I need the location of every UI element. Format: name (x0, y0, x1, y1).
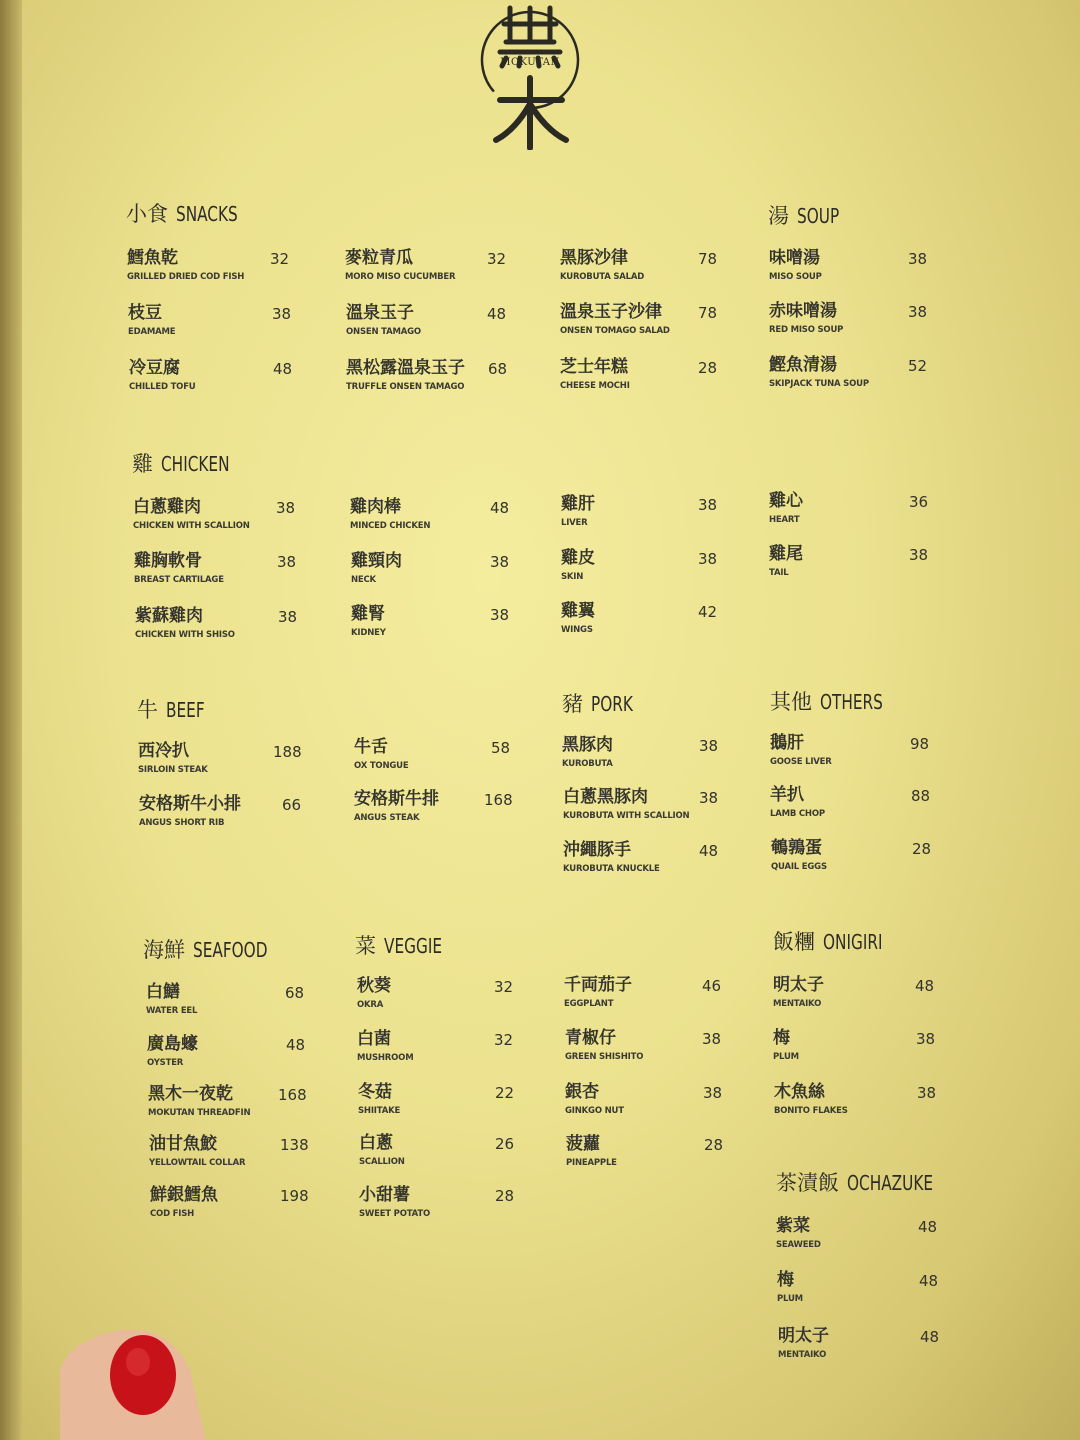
section-title-chicken: 雞 CHICKEN (132, 452, 230, 476)
menu-item-name-en: ANGUS STEAK (354, 813, 420, 823)
menu-item (351, 551, 402, 586)
menu-item-name-en: HEART (769, 515, 800, 525)
menu-item-name-zh: 菠蘿 (566, 1134, 600, 1154)
menu-item-name-en: MUSHROOM (357, 1053, 414, 1063)
menu-item-name-zh: 木魚絲 (774, 1082, 825, 1102)
menu-item-name-en: MISO SOUP (769, 272, 822, 282)
menu-item (778, 1326, 829, 1361)
section-title-veggie: 菜 VEGGIE (355, 934, 442, 958)
menu-item-name-zh: 雞肉棒 (350, 497, 401, 517)
menu-item-price: 48 (699, 842, 719, 860)
menu-item-name-zh: 油甘魚鮫 (149, 1134, 217, 1154)
menu-item (769, 248, 822, 283)
menu-item-name-en: SKIN (561, 572, 584, 582)
menu-item (149, 1134, 245, 1169)
menu-item-name-zh: 梅 (777, 1270, 794, 1290)
menu-item-name-zh: 黑豚沙律 (560, 248, 628, 268)
menu-item (562, 735, 613, 770)
menu-item-name-en: BREAST CARTILAGE (134, 575, 224, 585)
menu-item-name-en: EDAMAME (128, 327, 176, 337)
menu-item (134, 551, 224, 586)
menu-item-price: 32 (270, 250, 290, 268)
menu-item-price: 28 (704, 1136, 724, 1154)
menu-item-name-en: OX TONGUE (354, 761, 409, 771)
menu-item-name-en: PINEAPPLE (566, 1158, 617, 1168)
menu-item (564, 975, 632, 1010)
menu-item-price: 36 (909, 493, 929, 511)
menu-item (774, 1082, 848, 1117)
menu-item-price: 68 (488, 360, 508, 378)
menu-item-name-en: SEAWEED (776, 1240, 821, 1250)
menu-item-name-en: WINGS (561, 625, 593, 635)
menu-item-name-en: MORO MISO CUCUMBER (345, 272, 456, 282)
menu-item-price: 38 (917, 1084, 937, 1102)
menu-item-name-en: OKRA (357, 1000, 384, 1010)
menu-item (351, 604, 386, 639)
menu-item (561, 494, 595, 529)
section-title-soup: 湯 SOUP (768, 204, 840, 228)
menu-item-name-zh: 溫泉玉子 (346, 303, 414, 323)
menu-item-price: 138 (280, 1136, 309, 1154)
menu-item-price: 38 (278, 608, 298, 626)
menu-item-name-en: YELLOWTAIL COLLAR (149, 1158, 246, 1168)
section-title-seafood: 海鮮 SEAFOOD (143, 938, 268, 962)
menu-item (359, 1133, 405, 1168)
section-title-others: 其他 OTHERS (770, 690, 883, 714)
menu-item-name-en: EGGPLANT (564, 999, 614, 1009)
menu-item-name-en: MINCED CHICKEN (350, 521, 431, 531)
menu-item-name-zh: 安格斯牛排 (354, 789, 439, 809)
menu-item-price: 32 (494, 978, 514, 996)
menu-item-name-zh: 紫蘇雞肉 (135, 606, 203, 626)
menu-item (776, 1216, 821, 1251)
menu-item (563, 840, 660, 875)
menu-item (561, 601, 595, 636)
menu-item-price: 38 (908, 250, 928, 268)
menu-item-name-zh: 明太子 (778, 1326, 829, 1346)
menu-item-name-en: SIRLOIN STEAK (138, 765, 208, 775)
menu-item-name-zh: 廣島蠔 (147, 1034, 198, 1054)
menu-item-price: 168 (484, 791, 513, 809)
menu-item (565, 1082, 624, 1117)
section-title-beef: 牛 BEEF (137, 698, 205, 722)
menu-item-name-en: COD FISH (150, 1209, 195, 1219)
menu-item-price: 168 (278, 1086, 307, 1104)
section-title-ochazuke: 茶漬飯 OCHAZUKE (776, 1171, 934, 1195)
menu-item-name-zh: 紫菜 (776, 1216, 810, 1236)
menu-item-name-zh: 麥粒青瓜 (345, 248, 413, 268)
menu-item-price: 38 (698, 550, 718, 568)
menu-item-price: 68 (285, 984, 305, 1002)
menu-item-price: 188 (273, 743, 302, 761)
menu-item (769, 544, 803, 579)
menu-item-name-zh: 安格斯牛小排 (139, 794, 241, 814)
menu-item-name-zh: 味噌湯 (769, 248, 820, 268)
menu-item (565, 1028, 643, 1063)
menu-item-name-zh: 羊扒 (770, 785, 804, 805)
menu-item (560, 248, 644, 283)
menu-item-price: 38 (699, 737, 719, 755)
menu-item-price: 58 (491, 739, 511, 757)
menu-item-name-zh: 赤味噌湯 (769, 301, 837, 321)
menu-item-name-zh: 雞肝 (561, 494, 595, 514)
menu-item-price: 38 (916, 1030, 936, 1048)
menu-item (129, 358, 196, 393)
menu-item-price: 98 (910, 735, 930, 753)
menu-item-name-zh: 鮮銀鱈魚 (150, 1185, 218, 1205)
menu-item-name-en: MENTAIKO (773, 999, 822, 1009)
menu-item (770, 785, 825, 820)
menu-item (773, 1028, 799, 1063)
menu-item (566, 1134, 617, 1169)
menu-item-name-zh: 枝豆 (128, 303, 162, 323)
menu-item (148, 1084, 250, 1119)
menu-item (357, 1029, 413, 1064)
menu-item (346, 358, 465, 393)
menu-item-name-zh: 梅 (773, 1028, 790, 1048)
menu-item-name-zh: 小甜薯 (359, 1185, 410, 1205)
menu-item (770, 733, 832, 768)
menu-item-price: 78 (698, 250, 718, 268)
menu-item (345, 248, 455, 283)
menu-item-name-en: CHEESE MOCHI (560, 381, 630, 391)
finger-photo (60, 1330, 210, 1440)
menu-item-name-en: LIVER (561, 518, 588, 528)
menu-item-name-zh: 冷豆腐 (129, 358, 180, 378)
menu-item-name-zh: 明太子 (773, 975, 824, 995)
menu-item-name-zh: 牛舌 (354, 737, 388, 757)
menu-item (133, 497, 250, 532)
menu-item-name-zh: 銀杏 (565, 1082, 599, 1102)
menu-item-name-zh: 雞心 (769, 491, 803, 511)
menu-item-name-en: KUROBUTA WITH SCALLION (563, 811, 690, 821)
menu-item (561, 548, 595, 583)
mokutan-logo (470, 0, 590, 150)
menu-item-price: 48 (487, 305, 507, 323)
menu-item (358, 1082, 400, 1117)
menu-item (357, 976, 391, 1011)
menu-item (769, 301, 843, 336)
menu-item-name-zh: 千両茄子 (564, 975, 632, 995)
menu-item-price: 48 (919, 1272, 939, 1290)
menu-item-name-zh: 黑木一夜乾 (148, 1084, 233, 1104)
menu-item (560, 357, 630, 392)
menu-item-name-en: KUROBUTA SALAD (560, 272, 645, 282)
menu-item-name-en: PLUM (773, 1052, 799, 1062)
menu-item (147, 1034, 198, 1069)
menu-item-name-en: NECK (351, 575, 376, 585)
menu-item-price: 22 (495, 1084, 515, 1102)
menu-item (777, 1270, 803, 1305)
menu-item (138, 741, 208, 776)
menu-item-price: 78 (698, 304, 718, 322)
menu-item (769, 355, 869, 390)
menu-item-name-en: SKIPJACK TUNA SOUP (769, 379, 869, 389)
menu-item-name-zh: 溫泉玉子沙律 (560, 302, 662, 322)
menu-item-price: 48 (915, 977, 935, 995)
menu-item-name-zh: 雞尾 (769, 544, 803, 564)
menu-item (769, 491, 803, 526)
menu-item-name-en: BONITO FLAKES (774, 1106, 848, 1116)
menu-item (350, 497, 430, 532)
menu-item-name-zh: 雞皮 (561, 548, 595, 568)
menu-item-name-en: GOOSE LIVER (770, 757, 832, 767)
menu-item-name-zh: 雞頸肉 (351, 551, 402, 571)
menu-item-name-zh: 秋葵 (357, 976, 391, 996)
menu-item-name-en: CHILLED TOFU (129, 382, 196, 392)
menu-item-price: 38 (699, 789, 719, 807)
menu-item-price: 38 (908, 303, 928, 321)
menu-item-name-en: GRILLED DRIED COD FISH (127, 272, 245, 282)
menu-item-name-en: SCALLION (359, 1157, 405, 1167)
menu-item-name-en: ONSEN TAMAGO (346, 327, 421, 337)
menu-item-name-zh: 黑松露溫泉玉子 (346, 358, 465, 378)
menu-item-name-zh: 沖繩豚手 (563, 840, 631, 860)
menu-item-name-en: GINKGO NUT (565, 1106, 624, 1116)
menu-item-name-en: ANGUS SHORT RIB (139, 818, 225, 828)
menu-item-name-en: KUROBUTA (562, 759, 613, 769)
menu-item-name-en: CHICKEN WITH SHISO (135, 630, 235, 640)
menu-item-name-en: GREEN SHISHITO (565, 1052, 644, 1062)
logo-brand-text: MOKUTAN (500, 57, 560, 68)
menu-item-price: 48 (286, 1036, 306, 1054)
menu-item-price: 66 (282, 796, 302, 814)
menu-item-price: 38 (276, 499, 296, 517)
menu-item-name-en: SHIITAKE (358, 1106, 401, 1116)
menu-item-name-en: KIDNEY (351, 628, 386, 638)
menu-item-price: 48 (918, 1218, 938, 1236)
menu-item-name-en: WATER EEL (146, 1006, 198, 1016)
menu-item-price: 198 (280, 1187, 309, 1205)
menu-item-name-en: SWEET POTATO (359, 1209, 431, 1219)
menu-item-name-en: QUAIL EGGS (771, 862, 827, 872)
menu-item-name-en: CHICKEN WITH SCALLION (133, 521, 250, 531)
menu-item-price: 32 (494, 1031, 514, 1049)
menu-item-price: 46 (702, 977, 722, 995)
menu-item-price: 38 (490, 553, 510, 571)
menu-item-price: 88 (911, 787, 931, 805)
menu-item-name-en: MENTAIKO (778, 1350, 827, 1360)
menu-item (146, 982, 197, 1017)
menu-item-name-en: TAIL (769, 568, 789, 578)
menu-item-name-en: MOKUTAN THREADFIN (148, 1108, 251, 1118)
menu-item (139, 794, 241, 829)
menu-item (150, 1185, 218, 1220)
menu-item-price: 48 (920, 1328, 940, 1346)
menu-item (771, 838, 827, 873)
menu-item (563, 787, 689, 822)
section-title-snacks: 小食 SNACKS (126, 202, 238, 226)
menu-item (354, 789, 439, 824)
menu-item-name-zh: 雞翼 (561, 601, 595, 621)
section-title-onigiri: 飯糰 ONIGIRI (773, 930, 883, 954)
menu-item-price: 38 (277, 553, 297, 571)
menu-item (127, 248, 244, 283)
menu-item-name-en: ONSEN TOMAGO SALAD (560, 326, 670, 336)
menu-item (359, 1185, 430, 1220)
menu-item-price: 48 (490, 499, 510, 517)
menu-item-name-zh: 白鱔 (146, 982, 180, 1002)
menu-item-name-zh: 青椒仔 (565, 1028, 616, 1048)
menu-item-price: 38 (909, 546, 929, 564)
menu-item-name-zh: 鱈魚乾 (127, 248, 178, 268)
menu-item-price: 28 (495, 1187, 515, 1205)
menu-item-price: 38 (698, 496, 718, 514)
section-title-pork: 豬 PORK (562, 692, 633, 716)
menu-item-price: 32 (487, 250, 507, 268)
menu-item-name-zh: 雞胸軟骨 (134, 551, 202, 571)
menu-item-name-zh: 西冷扒 (138, 741, 189, 761)
menu-item-name-en: RED MISO SOUP (769, 325, 844, 335)
menu-item (773, 975, 824, 1010)
menu-item-name-en: OYSTER (147, 1058, 184, 1068)
menu-item-price: 38 (272, 305, 292, 323)
menu-item-price: 52 (908, 357, 928, 375)
menu-item-name-zh: 白菌 (357, 1029, 391, 1049)
menu-item (128, 303, 175, 338)
menu-item-price: 38 (703, 1084, 723, 1102)
menu-item-name-en: TRUFFLE ONSEN TAMAGO (346, 382, 465, 392)
menu-item-name-zh: 雞腎 (351, 604, 385, 624)
menu-item-price: 38 (490, 606, 510, 624)
menu-item-name-zh: 鵪鶉蛋 (771, 838, 822, 858)
logo-mark (470, 0, 590, 150)
menu-item (560, 302, 670, 337)
menu-item-name-en: PLUM (777, 1294, 803, 1304)
menu-item-price: 42 (698, 603, 718, 621)
menu-item-name-zh: 芝士年糕 (560, 357, 628, 377)
menu-item-name-en: KUROBUTA KNUCKLE (563, 864, 660, 874)
menu-item-name-zh: 鵝肝 (770, 733, 804, 753)
menu-item-name-zh: 冬菇 (358, 1082, 392, 1102)
page-edge (0, 0, 22, 1440)
menu-item-price: 48 (273, 360, 293, 378)
menu-item-price: 28 (912, 840, 932, 858)
menu-item-name-en: LAMB CHOP (770, 809, 825, 819)
menu-item-name-zh: 黑豚肉 (562, 735, 613, 755)
menu-item-price: 38 (702, 1030, 722, 1048)
menu-item-name-zh: 白蔥雞肉 (133, 497, 201, 517)
menu-item (346, 303, 421, 338)
menu-item (135, 606, 235, 641)
menu-item-name-zh: 白蔥黑豚肉 (563, 787, 648, 807)
menu-item-price: 28 (698, 359, 718, 377)
menu-item-name-zh: 白蔥 (359, 1133, 393, 1153)
menu-item-name-zh: 鰹魚清湯 (769, 355, 837, 375)
menu-item (354, 737, 408, 772)
menu-item-price: 26 (495, 1135, 515, 1153)
